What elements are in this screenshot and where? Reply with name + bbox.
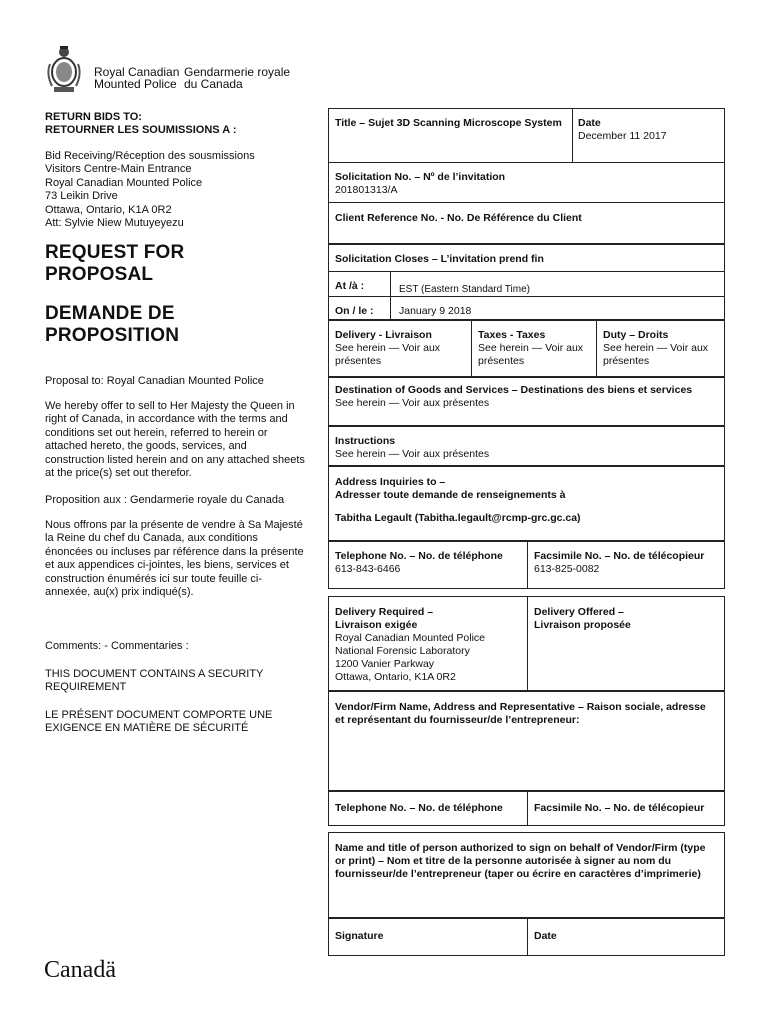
at-label: At /à : <box>335 280 365 292</box>
agency-signature <box>44 44 294 96</box>
vendor-facsimile-field[interactable]: Facsimile No. – No. de télécopieur <box>534 802 705 814</box>
solicitation-closes-box <box>328 244 725 320</box>
delivery-required-box <box>328 596 725 691</box>
vendor-contact-box <box>328 791 725 826</box>
security-notice-en: THIS DOCUMENT CONTAINS A SECURITY REQUIREMENT <box>45 668 264 694</box>
solicitation-info-box <box>328 108 725 244</box>
agency-name-fr: Gendarmerie royale du Canada <box>184 65 291 91</box>
facsimile-field: Facsimile No. – No. de télécopieur 613-825-0082 <box>534 550 705 575</box>
offer-text-en: We hereby offer to sell to Her Majesty the Queen in right of Canada, in accordance with the terms and conditions set out herein, referred to herein or attached hereto, the goods, services, and construction listed herein and on any attached sheets at the price(s) set out therefor. <box>45 400 305 480</box>
proposition-aux: Proposition aux : Gendarmerie royale du Canada <box>45 494 285 506</box>
canada-wordmark-logo: Canadä <box>44 957 116 983</box>
at-value: EST (Eastern Standard Time) <box>399 284 530 295</box>
client-reference-field: Client Reference No. - No. De Référence du Client <box>335 212 582 224</box>
return-address: Bid Receiving/Réception des sousmissions Visitors Centre-Main Entrance Royal Canadian Mounted Police 73 Leikin Drive Ottawa, Ontario, K1A 0R2 Att: Sylvie Niew Mutuyeyezu <box>45 150 255 230</box>
telephone-field: Telephone No. – No. de téléphone 613-843-6466 <box>335 550 503 575</box>
instructions-field: Instructions See herein — Voir aux présentes <box>335 435 490 460</box>
delivery-offered-field: Delivery Offered – Livraison proposée <box>534 606 631 631</box>
vendor-box <box>328 691 725 791</box>
offer-text-fr: Nous offrons par la présente de vendre à Sa Majesté la Reine du chef du Canada, aux conditions énoncées ou incluses par référence dans la présente et aux appendices ci-jointes, les biens, services et construction énumérés ici sur toute feuille ci-annexée, au(x) prix indiqué(s). <box>45 519 304 599</box>
comments-label: Comments: - Commentaries : <box>45 640 189 652</box>
inquiries-box <box>328 466 725 541</box>
delivery-field: Delivery - Livraison See herein — Voir aux présentes <box>335 329 441 367</box>
proposal-to: Proposal to: Royal Canadian Mounted Police <box>45 375 264 387</box>
duty-field: Duty – Droits See herein — Voir aux présentes <box>603 329 709 367</box>
signature-date-field[interactable]: Date <box>534 930 557 942</box>
return-bids-heading: RETURN BIDS TO: RETOURNER LES SOUMISSIONS A : <box>45 111 237 137</box>
authorized-signer-box <box>328 832 725 918</box>
title-field: Title – Sujet 3D Scanning Microscope System <box>335 117 562 129</box>
vendor-telephone-field[interactable]: Telephone No. – No. de téléphone <box>335 802 503 814</box>
vendor-input-area[interactable] <box>329 732 724 788</box>
request-for-proposal-title: REQUEST FOR PROPOSAL <box>45 242 185 285</box>
delivery-required-field: Delivery Required – Livraison exigée Royal Canadian Mounted Police National Forensic Laboratory 1200 Vanier Parkway Ottawa, Ontario, K1A 0R2 <box>335 606 486 683</box>
rcmp-crest-icon <box>44 44 84 94</box>
taxes-field: Taxes - Taxes See herein — Voir aux présentes <box>478 329 584 367</box>
destination-box <box>328 377 725 426</box>
contact-numbers-box <box>328 541 725 589</box>
demande-de-proposition-title: DEMANDE DE PROPOSITION <box>45 303 180 346</box>
signature-field[interactable]: Signature <box>335 930 384 942</box>
agency-name-en: Royal Canadian Mounted Police <box>94 65 180 91</box>
on-value: January 9 2018 <box>399 305 472 317</box>
solicitation-number-field: Solicitation No. – Nº de l’invitation 201801313/A <box>335 171 506 196</box>
destination-field: Destination of Goods and Services – Destinations des biens et services See herein — Voir aux présentes <box>335 384 693 409</box>
instructions-box <box>328 426 725 466</box>
security-notice-fr: LE PRÉSENT DOCUMENT COMPORTE UNE EXIGENCE EN MATIÈRE DE SÉCURITÉ <box>45 709 273 735</box>
inquiries-contact: Tabitha Legault (Tabitha.legault@rcmp-grc.gc.ca) <box>335 512 581 524</box>
on-label: On / le : <box>335 305 374 317</box>
inquiries-label: Address Inquiries to – Adresser toute demande de renseignements à <box>335 476 566 501</box>
authorized-signer-field[interactable]: Name and title of person authorized to sign on behalf of Vendor/Firm (type or print) – Nom et titre de la personne autorisée à signer au nom du fournisseur/de l’entrepreneur (taper ou écrire en caractères d’imprimerie) <box>335 842 706 880</box>
delivery-taxes-duty-box <box>328 320 725 377</box>
solicitation-closes-label: Solicitation Closes – L’invitation prend fin <box>335 253 544 265</box>
date-field: Date December 11 2017 <box>578 117 667 142</box>
signature-box <box>328 918 725 956</box>
vendor-label: Vendor/Firm Name, Address and Representative – Raison sociale, adresse et représentant du fournisseur/de l’entrepreneur: <box>335 701 706 726</box>
